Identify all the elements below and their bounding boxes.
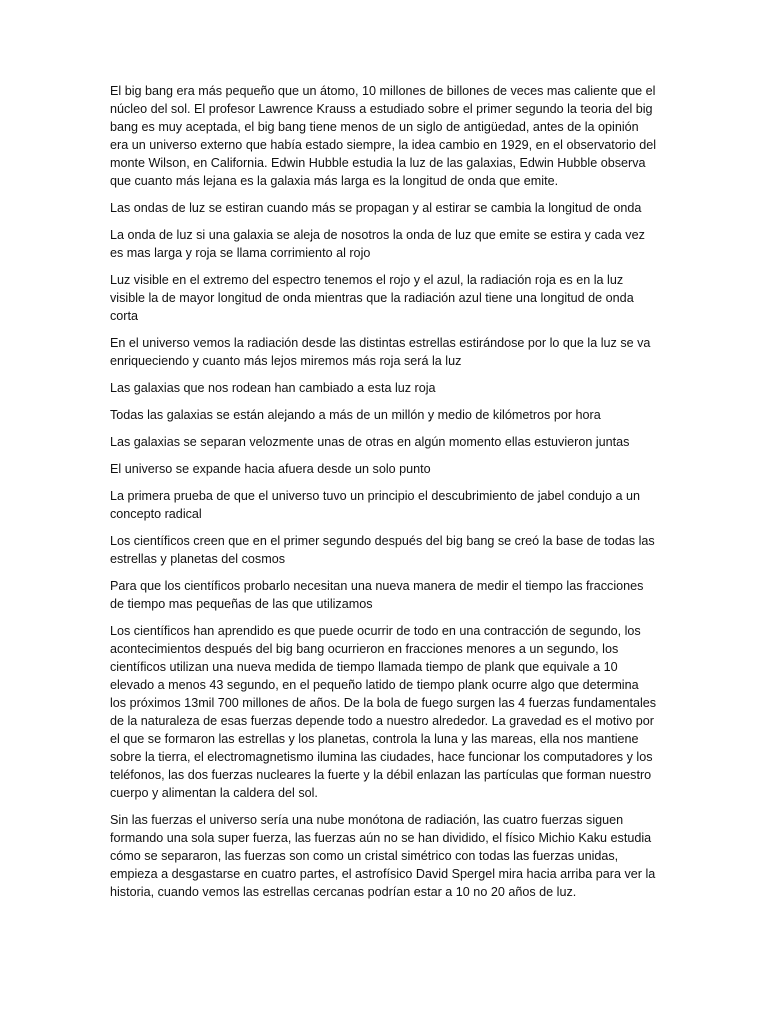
paragraph-5: En el universo vemos la radiación desde las distintas estrellas estirándose por lo que la luz se va enriqueciendo y cuanto más lejos miremos más roja será la luz: [110, 336, 651, 368]
paragraph-6: Las galaxias que nos rodean han cambiado a esta luz roja: [110, 381, 436, 395]
paragraph-2: Las ondas de luz se estiran cuando más se propagan y al estirar se cambia la longitud de onda: [110, 201, 642, 215]
document-page: [110, 82, 658, 910]
paragraph-13: Los científicos han aprendido es que puede ocurrir de todo en una contracción de segundo, los acontecimientos después del big bang ocurrieron en fracciones menores a un segundo, los científicos utilizan una nueva medida de tiempo llamada tiempo de plank que equivale a 10 elevado a menos 43 segundo, en el pequeño latido de tiempo plank ocurre algo que determina los próximos 13mil 700 millones de años. De la bola de fuego surgen las 4 fuerzas fundamentales de la naturaleza de esas fuerzas depende todo a nuestro alrededor. La gravedad es el motivo por el que se formaron las estrellas y los planetas, controla la luna y las mareas, ella nos mantiene sobre la tierra, el electromagnetismo ilumina las ciudades, hace funcionar los computadores y los teléfonos, las dos fuerzas nucleares la fuerte y la débil enlazan las partículas que forman nuestro cuerpo y alimentan la caldera del sol.: [110, 624, 657, 800]
paragraph-12: Para que los científicos probarlo necesitan una nueva manera de medir el tiempo las fracciones de tiempo mas pequeñas de las que utilizamos: [110, 579, 644, 611]
paragraph-9: El universo se expande hacia afuera desde un solo punto: [110, 462, 431, 476]
paragraph-3: La onda de luz si una galaxia se aleja de nosotros la onda de luz que emite se estira y cada vez es mas larga y roja se llama corrimiento al rojo: [110, 228, 645, 260]
paragraph-7: Todas las galaxias se están alejando a más de un millón y medio de kilómetros por hora: [110, 408, 601, 422]
paragraph-1: El big bang era más pequeño que un átomo, 10 millones de billones de veces mas caliente que el núcleo del sol. El profesor Lawrence Krauss a estudiado sobre el primer segundo la teoria del big bang es muy aceptada, el big bang tiene menos de un siglo de antigüedad, antes de la opinión era un universo externo que había estado siempre, la idea cambio en 1929, en el observatorio del monte Wilson, en California. Edwin Hubble estudia la luz de las galaxias, Edwin Hubble observa que cuanto más lejana es la galaxia más larga es la longitud de onda que emite.: [110, 84, 657, 188]
paragraph-4: Luz visible en el extremo del espectro tenemos el rojo y el azul, la radiación roja es en la luz visible la de mayor longitud de onda mientras que la radiación azul tiene una longitud de onda corta: [110, 273, 634, 323]
paragraph-10: La primera prueba de que el universo tuvo un principio el descubrimiento de jabel condujo a un concepto radical: [110, 489, 640, 521]
paragraph-8: Las galaxias se separan velozmente unas de otras en algún momento ellas estuvieron juntas: [110, 435, 630, 449]
paragraph-11: Los científicos creen que en el primer segundo después del big bang se creó la base de todas las estrellas y planetas del cosmos: [110, 534, 655, 566]
paragraph-14: Sin las fuerzas el universo sería una nube monótona de radiación, las cuatro fuerzas siguen formando una sola super fuerza, las fuerzas aún no se han dividido, el físico Michio Kaku estudia cómo se separaron, las fuerzas son como un cristal simétrico con todas las fuerzas unidas, empieza a desgastarse en cuatro partes, el astrofísico David Spergel mira hacia arriba para ver la historia, cuando vemos las estrellas cercanas podrían estar a 10 no 20 años de luz.: [110, 813, 656, 899]
